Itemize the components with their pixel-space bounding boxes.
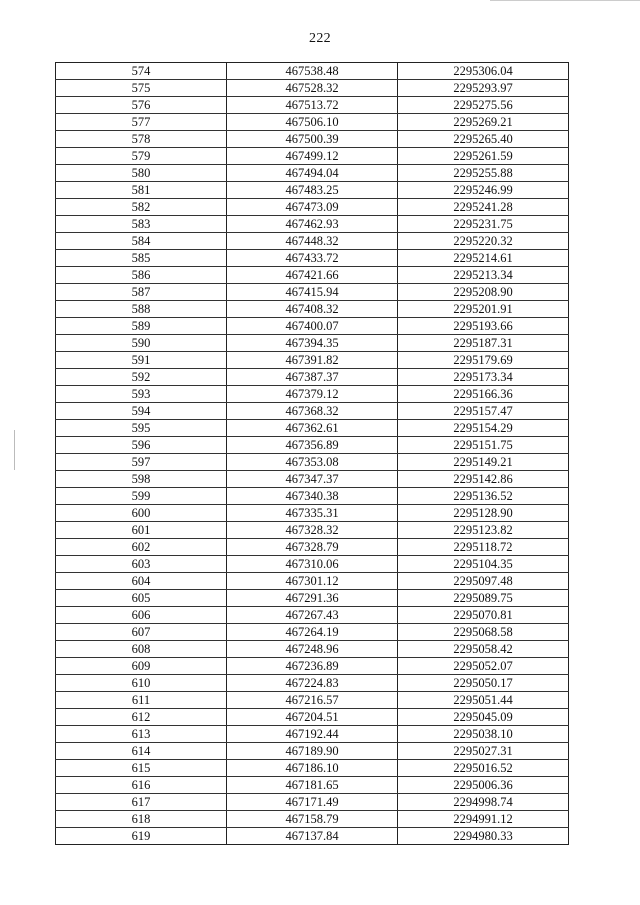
x-coordinate-cell: 467500.39 bbox=[227, 131, 398, 148]
point-number-cell: 591 bbox=[56, 352, 227, 369]
table-row bbox=[56, 369, 569, 386]
x-coordinate-cell: 467186.10 bbox=[227, 760, 398, 777]
table-row bbox=[56, 556, 569, 573]
table-row bbox=[56, 114, 569, 131]
x-coordinate-cell: 467192.44 bbox=[227, 726, 398, 743]
x-coordinate-cell: 467248.96 bbox=[227, 641, 398, 658]
y-coordinate-cell: 2295241.28 bbox=[398, 199, 569, 216]
x-coordinate-cell: 467379.12 bbox=[227, 386, 398, 403]
y-coordinate-cell: 2295097.48 bbox=[398, 573, 569, 590]
y-coordinate-cell: 2295220.32 bbox=[398, 233, 569, 250]
y-coordinate-cell: 2295166.36 bbox=[398, 386, 569, 403]
table-row bbox=[56, 97, 569, 114]
table-row bbox=[56, 573, 569, 590]
table-row bbox=[56, 267, 569, 284]
table-row bbox=[56, 760, 569, 777]
point-number-cell: 585 bbox=[56, 250, 227, 267]
y-coordinate-cell: 2295179.69 bbox=[398, 352, 569, 369]
table-row bbox=[56, 522, 569, 539]
point-number-cell: 618 bbox=[56, 811, 227, 828]
y-coordinate-cell: 2295068.58 bbox=[398, 624, 569, 641]
table-row bbox=[56, 607, 569, 624]
point-number-cell: 575 bbox=[56, 80, 227, 97]
y-coordinate-cell: 2295269.21 bbox=[398, 114, 569, 131]
x-coordinate-cell: 467356.89 bbox=[227, 437, 398, 454]
x-coordinate-cell: 467328.79 bbox=[227, 539, 398, 556]
table-row bbox=[56, 794, 569, 811]
y-coordinate-cell: 2295151.75 bbox=[398, 437, 569, 454]
y-coordinate-cell: 2295214.61 bbox=[398, 250, 569, 267]
x-coordinate-cell: 467391.82 bbox=[227, 352, 398, 369]
y-coordinate-cell: 2295275.56 bbox=[398, 97, 569, 114]
y-coordinate-cell: 2295016.52 bbox=[398, 760, 569, 777]
table-row bbox=[56, 148, 569, 165]
table-row bbox=[56, 80, 569, 97]
point-number-cell: 615 bbox=[56, 760, 227, 777]
x-coordinate-cell: 467528.32 bbox=[227, 80, 398, 97]
x-coordinate-cell: 467483.25 bbox=[227, 182, 398, 199]
y-coordinate-cell: 2295157.47 bbox=[398, 403, 569, 420]
table-row bbox=[56, 352, 569, 369]
point-number-cell: 605 bbox=[56, 590, 227, 607]
table-row bbox=[56, 131, 569, 148]
table-row bbox=[56, 454, 569, 471]
x-coordinate-cell: 467335.31 bbox=[227, 505, 398, 522]
table-row bbox=[56, 777, 569, 794]
y-coordinate-cell: 2295255.88 bbox=[398, 165, 569, 182]
point-number-cell: 595 bbox=[56, 420, 227, 437]
point-number-cell: 587 bbox=[56, 284, 227, 301]
x-coordinate-cell: 467462.93 bbox=[227, 216, 398, 233]
point-number-cell: 580 bbox=[56, 165, 227, 182]
point-number-cell: 581 bbox=[56, 182, 227, 199]
y-coordinate-cell: 2295149.21 bbox=[398, 454, 569, 471]
point-number-cell: 596 bbox=[56, 437, 227, 454]
point-number-cell: 616 bbox=[56, 777, 227, 794]
x-coordinate-cell: 467224.83 bbox=[227, 675, 398, 692]
table-row bbox=[56, 437, 569, 454]
y-coordinate-cell: 2295193.66 bbox=[398, 318, 569, 335]
table-row bbox=[56, 641, 569, 658]
table-row bbox=[56, 743, 569, 760]
x-coordinate-cell: 467236.89 bbox=[227, 658, 398, 675]
y-coordinate-cell: 2295052.07 bbox=[398, 658, 569, 675]
point-number-cell: 590 bbox=[56, 335, 227, 352]
y-coordinate-cell: 2295246.99 bbox=[398, 182, 569, 199]
point-number-cell: 583 bbox=[56, 216, 227, 233]
x-coordinate-cell: 467408.32 bbox=[227, 301, 398, 318]
x-coordinate-cell: 467267.43 bbox=[227, 607, 398, 624]
x-coordinate-cell: 467291.36 bbox=[227, 590, 398, 607]
x-coordinate-cell: 467158.79 bbox=[227, 811, 398, 828]
scan-margin-mark bbox=[14, 430, 15, 470]
x-coordinate-cell: 467473.09 bbox=[227, 199, 398, 216]
point-number-cell: 588 bbox=[56, 301, 227, 318]
table-row bbox=[56, 301, 569, 318]
y-coordinate-cell: 2295173.34 bbox=[398, 369, 569, 386]
x-coordinate-cell: 467433.72 bbox=[227, 250, 398, 267]
point-number-cell: 592 bbox=[56, 369, 227, 386]
point-number-cell: 604 bbox=[56, 573, 227, 590]
table-row bbox=[56, 420, 569, 437]
x-coordinate-cell: 467340.38 bbox=[227, 488, 398, 505]
table-row bbox=[56, 811, 569, 828]
table-row bbox=[56, 675, 569, 692]
point-number-cell: 582 bbox=[56, 199, 227, 216]
table-row bbox=[56, 692, 569, 709]
point-number-cell: 600 bbox=[56, 505, 227, 522]
table-row bbox=[56, 250, 569, 267]
point-number-cell: 601 bbox=[56, 522, 227, 539]
x-coordinate-cell: 467347.37 bbox=[227, 471, 398, 488]
x-coordinate-cell: 467506.10 bbox=[227, 114, 398, 131]
y-coordinate-cell: 2295050.17 bbox=[398, 675, 569, 692]
point-number-cell: 586 bbox=[56, 267, 227, 284]
point-number-cell: 599 bbox=[56, 488, 227, 505]
point-number-cell: 597 bbox=[56, 454, 227, 471]
y-coordinate-cell: 2295208.90 bbox=[398, 284, 569, 301]
x-coordinate-cell: 467328.32 bbox=[227, 522, 398, 539]
x-coordinate-cell: 467137.84 bbox=[227, 828, 398, 845]
x-coordinate-cell: 467368.32 bbox=[227, 403, 398, 420]
y-coordinate-cell: 2295027.31 bbox=[398, 743, 569, 760]
table-row bbox=[56, 590, 569, 607]
point-number-cell: 619 bbox=[56, 828, 227, 845]
y-coordinate-cell: 2295293.97 bbox=[398, 80, 569, 97]
table-row bbox=[56, 386, 569, 403]
x-coordinate-cell: 467264.19 bbox=[227, 624, 398, 641]
point-number-cell: 609 bbox=[56, 658, 227, 675]
table-row bbox=[56, 216, 569, 233]
x-coordinate-cell: 467310.06 bbox=[227, 556, 398, 573]
y-coordinate-cell: 2295213.34 bbox=[398, 267, 569, 284]
x-coordinate-cell: 467538.48 bbox=[227, 63, 398, 80]
y-coordinate-cell: 2295089.75 bbox=[398, 590, 569, 607]
y-coordinate-cell: 2295231.75 bbox=[398, 216, 569, 233]
table-row bbox=[56, 199, 569, 216]
point-number-cell: 606 bbox=[56, 607, 227, 624]
table-row bbox=[56, 471, 569, 488]
y-coordinate-cell: 2295123.82 bbox=[398, 522, 569, 539]
point-number-cell: 610 bbox=[56, 675, 227, 692]
point-number-cell: 607 bbox=[56, 624, 227, 641]
x-coordinate-cell: 467204.51 bbox=[227, 709, 398, 726]
point-number-cell: 611 bbox=[56, 692, 227, 709]
y-coordinate-cell: 2295104.35 bbox=[398, 556, 569, 573]
point-number-cell: 598 bbox=[56, 471, 227, 488]
x-coordinate-cell: 467362.61 bbox=[227, 420, 398, 437]
coordinate-table bbox=[55, 62, 569, 845]
point-number-cell: 602 bbox=[56, 539, 227, 556]
y-coordinate-cell: 2295265.40 bbox=[398, 131, 569, 148]
point-number-cell: 612 bbox=[56, 709, 227, 726]
table-row bbox=[56, 539, 569, 556]
x-coordinate-cell: 467494.04 bbox=[227, 165, 398, 182]
point-number-cell: 603 bbox=[56, 556, 227, 573]
y-coordinate-cell: 2294991.12 bbox=[398, 811, 569, 828]
table-row bbox=[56, 488, 569, 505]
point-number-cell: 578 bbox=[56, 131, 227, 148]
page-number: 222 bbox=[309, 31, 331, 46]
coordinate-table-body bbox=[56, 63, 569, 845]
y-coordinate-cell: 2295201.91 bbox=[398, 301, 569, 318]
x-coordinate-cell: 467400.07 bbox=[227, 318, 398, 335]
x-coordinate-cell: 467216.57 bbox=[227, 692, 398, 709]
y-coordinate-cell: 2295006.36 bbox=[398, 777, 569, 794]
y-coordinate-cell: 2295070.81 bbox=[398, 607, 569, 624]
y-coordinate-cell: 2295187.31 bbox=[398, 335, 569, 352]
y-coordinate-cell: 2294998.74 bbox=[398, 794, 569, 811]
y-coordinate-cell: 2295051.44 bbox=[398, 692, 569, 709]
x-coordinate-cell: 467301.12 bbox=[227, 573, 398, 590]
y-coordinate-cell: 2295142.86 bbox=[398, 471, 569, 488]
table-row bbox=[56, 233, 569, 250]
x-coordinate-cell: 467448.32 bbox=[227, 233, 398, 250]
x-coordinate-cell: 467387.37 bbox=[227, 369, 398, 386]
table-row bbox=[56, 624, 569, 641]
table-row bbox=[56, 182, 569, 199]
x-coordinate-cell: 467189.90 bbox=[227, 743, 398, 760]
y-coordinate-cell: 2295058.42 bbox=[398, 641, 569, 658]
y-coordinate-cell: 2295154.29 bbox=[398, 420, 569, 437]
table-row bbox=[56, 335, 569, 352]
table-row bbox=[56, 658, 569, 675]
point-number-cell: 577 bbox=[56, 114, 227, 131]
table-row bbox=[56, 165, 569, 182]
x-coordinate-cell: 467499.12 bbox=[227, 148, 398, 165]
table-row bbox=[56, 505, 569, 522]
y-coordinate-cell: 2295128.90 bbox=[398, 505, 569, 522]
table-row bbox=[56, 709, 569, 726]
x-coordinate-cell: 467353.08 bbox=[227, 454, 398, 471]
point-number-cell: 594 bbox=[56, 403, 227, 420]
point-number-cell: 608 bbox=[56, 641, 227, 658]
y-coordinate-cell: 2295118.72 bbox=[398, 539, 569, 556]
point-number-cell: 613 bbox=[56, 726, 227, 743]
table-row bbox=[56, 403, 569, 420]
x-coordinate-cell: 467513.72 bbox=[227, 97, 398, 114]
table-row bbox=[56, 63, 569, 80]
table-row bbox=[56, 318, 569, 335]
point-number-cell: 584 bbox=[56, 233, 227, 250]
y-coordinate-cell: 2295136.52 bbox=[398, 488, 569, 505]
y-coordinate-cell: 2295045.09 bbox=[398, 709, 569, 726]
table-row bbox=[56, 726, 569, 743]
table-row bbox=[56, 828, 569, 845]
point-number-cell: 617 bbox=[56, 794, 227, 811]
x-coordinate-cell: 467415.94 bbox=[227, 284, 398, 301]
x-coordinate-cell: 467421.66 bbox=[227, 267, 398, 284]
x-coordinate-cell: 467181.65 bbox=[227, 777, 398, 794]
point-number-cell: 576 bbox=[56, 97, 227, 114]
x-coordinate-cell: 467171.49 bbox=[227, 794, 398, 811]
scan-edge-line bbox=[490, 0, 640, 1]
table-row bbox=[56, 284, 569, 301]
y-coordinate-cell: 2295038.10 bbox=[398, 726, 569, 743]
point-number-cell: 589 bbox=[56, 318, 227, 335]
y-coordinate-cell: 2295261.59 bbox=[398, 148, 569, 165]
point-number-cell: 614 bbox=[56, 743, 227, 760]
y-coordinate-cell: 2294980.33 bbox=[398, 828, 569, 845]
point-number-cell: 574 bbox=[56, 63, 227, 80]
y-coordinate-cell: 2295306.04 bbox=[398, 63, 569, 80]
point-number-cell: 593 bbox=[56, 386, 227, 403]
point-number-cell: 579 bbox=[56, 148, 227, 165]
x-coordinate-cell: 467394.35 bbox=[227, 335, 398, 352]
